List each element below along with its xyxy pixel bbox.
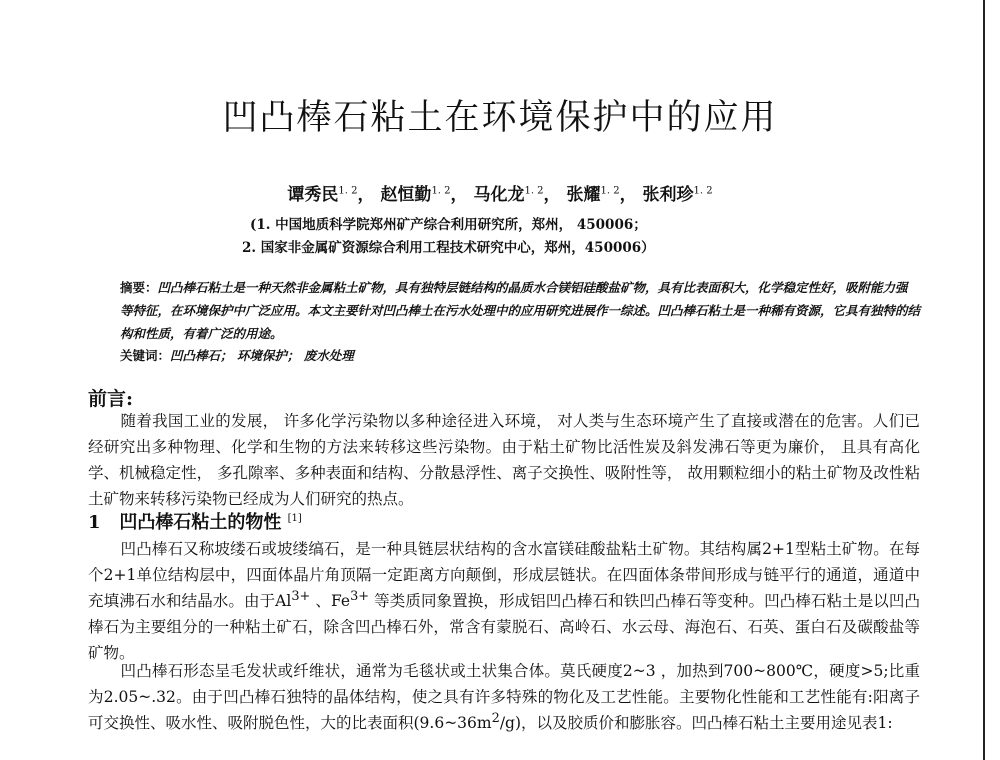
keywords-label: 关键词： [120, 348, 171, 363]
paragraph-text: 等类质同象置换，形成铝凹凸棒石和铁凹凸棒石等变种。凹凸棒石粘土是以凹凸棒石为主要组分的一种粘土矿石，除含凹凸棒石外，常含有蒙脱石、高岭石、水云母、海泡石、石英、蛋白石及碳酸盐等矿物。 [88, 592, 921, 662]
author-name: 马化龙 [473, 185, 525, 205]
preface-heading: 前言: [88, 388, 134, 410]
affiliation-line-1: (1. 中国地质科学院郑州矿产综合利用研究所，郑州， 450006； [250, 217, 647, 233]
section-paragraph-2 [88, 658, 920, 736]
superscript: 3+ [291, 588, 311, 604]
section-number: 1 [88, 512, 101, 533]
author-list: 谭秀民$^{1. 2}$， 赵恒勤$^{1. 2}$， 马化龙$^{1. 2}$， 张耀$^{1. 2}$， 张利珍$^{1. 2}$ [287, 185, 713, 205]
author-name: 谭秀民 [287, 185, 339, 205]
paragraph-text: 凹凸棒石又称坡缕石或坡缕缟石，是一种具链层状结构的含水富镁硅酸盐粘土矿物。其结构属2+1型粘土矿物。在每个2+1单位结构层中，四面体晶片角顶隔一定距离方向颠倒，形成层链状。在四面体条带间形成与链平行的通道，通道中充填沸石水和结晶水。由于Al [88, 540, 920, 610]
author-name: 张耀 [566, 185, 601, 205]
abstract-text: 凹凸棒石粘土是一种天然非金属粘土矿物，具有独特层链结构的晶质水合镁铝硅酸盐矿物，具有比表面积大，化学稳定性好，吸附能力强等特征，在环境保护中广泛应用。本文主要针对凹凸棒土在污水处理中的应用研究进展作一综述。凹凸棒石粘土是一种稀有资源，它具有独特的结构和性质，有着广泛的用途。 [120, 280, 921, 341]
keywords-text: 凹凸棒石； 环境保护； 废水处理 [170, 348, 354, 363]
author-affiliation-mark: 1. 2 [338, 185, 358, 197]
affiliation-line-2: 2. 国家非金属矿资源综合利用工程技术研究中心，郑州，450006） [242, 240, 655, 256]
preface-paragraph: 随着我国工业的发展， 许多化学污染物以多种途径进入环境， 对人类与生态环境产生了直接或潜在的危害。人们已经研究出多种物理、化学和生物的方法来转移这些污染物。由于粘土矿物比活性炭及斜发沸石等更为廉价， 且具有高化学、机械稳定性， 多孔隙率、多种表面和结构、分散悬浮性、离子交换性、吸附性等， 故用颗粒细小的粘土矿物及改性粘土矿物来转移污染物已经成为人们研究的热点。 [88, 412, 920, 508]
author-affiliation-mark: 1. 2 [431, 185, 451, 197]
paper-title: 凹凸棒石粘土在环境保护中的应用 [222, 98, 778, 138]
paragraph-text: 凹凸棒石形态呈毛发状或纤维状，通常为毛毯状或土状集合体。莫氏硬度2~3 ，加热到700~800℃，硬度>5;比重为2.05~.32。由于凹凸棒石独特的晶体结构，使之具有许多特殊的物化及工艺性能。主要物化性能和工艺性能有:阳离子可交换性、吸水性、吸附脱色性，大的比表面积(9.6~36m [88, 662, 921, 732]
section-paragraph-1 [88, 536, 920, 666]
author-affiliation-mark: 1. 2 [600, 185, 620, 197]
paragraph-text: /g)，以及胶质价和膨胀容。凹凸棒石粘土主要用途见表1: [499, 714, 893, 732]
author-affiliation-mark: 1. 2 [524, 185, 544, 197]
superscript: 3+ [350, 588, 370, 604]
reference-mark: [1] [287, 513, 302, 524]
paragraph-text: 、Fe [310, 592, 351, 610]
author-name: 张利珍 [642, 185, 694, 205]
author-name: 赵恒勤 [380, 185, 432, 205]
abstract [120, 276, 920, 345]
keywords [120, 346, 354, 364]
author-affiliation-mark: 1. 2 [693, 185, 713, 197]
abstract-label: 摘要： [120, 280, 158, 295]
section-title: 凹凸棒石粘土的物性 [119, 512, 282, 533]
section-heading [88, 508, 302, 534]
superscript: 2 [491, 710, 500, 726]
